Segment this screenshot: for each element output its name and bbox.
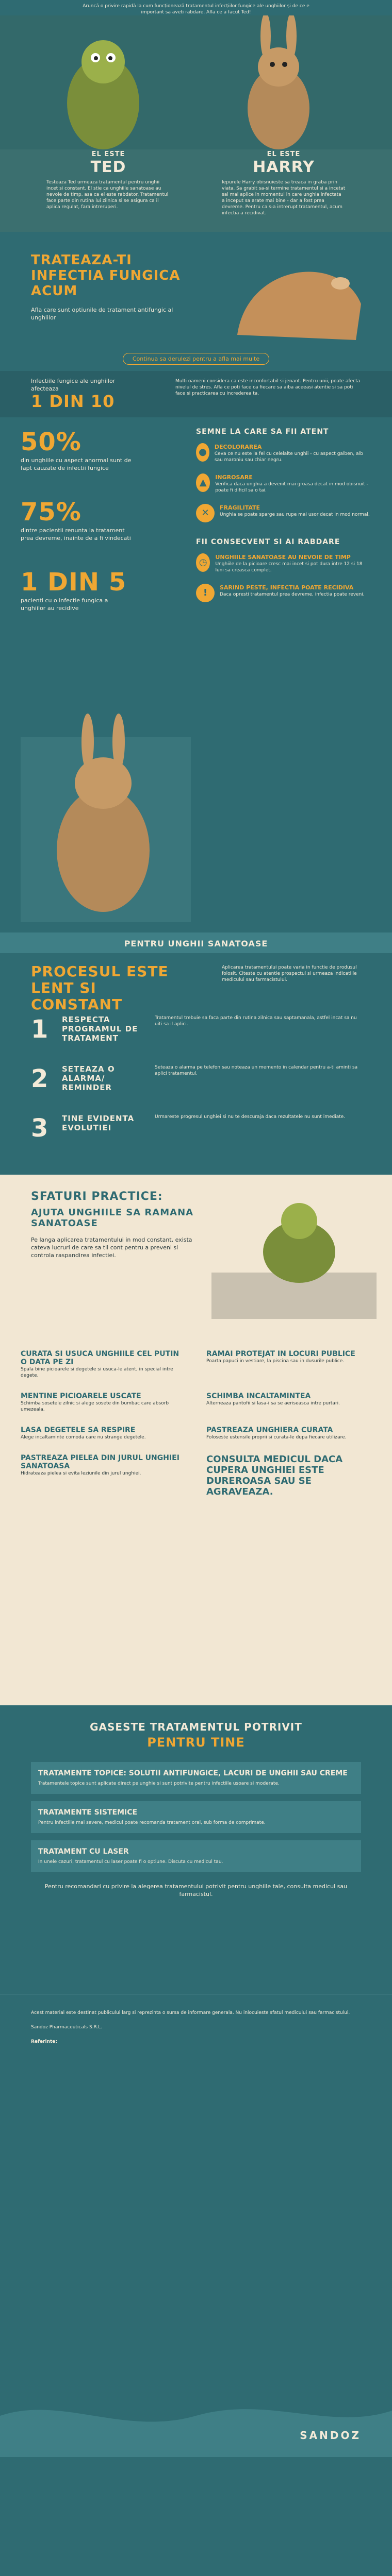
ted-title1: EL ESTE — [91, 150, 125, 158]
discoloration-icon: ● — [196, 443, 209, 462]
sign-title: DECOLORAREA — [214, 444, 262, 450]
tip-card — [21, 1350, 186, 1379]
tip-title: PASTREAZA PIELEA DIN JURUL UNGHIEI SANATOASA — [21, 1454, 179, 1470]
option-title: TRATAMENT CU LASER — [38, 1848, 129, 1856]
find-title1: GASESTE TRATAMENTUL POTRIVIT — [90, 1721, 302, 1733]
tip-title: LASA DEGETELE SA RESPIRE — [21, 1426, 136, 1434]
intro-banner — [0, 0, 392, 15]
step-desc: Urmareste progresul unghiei si nu te descuraja daca rezultatele nu sunt imediate. — [155, 1114, 346, 1120]
tip-desc: Alege incaltaminte comoda care nu strange degetele. — [21, 1435, 146, 1440]
option-card — [31, 1801, 361, 1833]
tip-card — [206, 1392, 371, 1413]
consec-item — [196, 584, 371, 602]
thickening-icon: ▲ — [196, 473, 210, 492]
harry-card — [222, 150, 346, 216]
sign-item — [196, 443, 371, 463]
signs-title: SEMNE LA CARE SA FII ATENT — [196, 428, 329, 436]
process-band — [0, 933, 392, 953]
tips-grid — [0, 1345, 392, 1705]
stat4-block — [21, 568, 175, 612]
tip-desc: Alterneaza pantofii si lasa-i sa se aeriseasca intre purtari. — [206, 1401, 340, 1406]
option-title: TRATAMENTE TOPICE: SOLUTII ANTIFUNGICE, LACURI DE UNGHII SAU CREME — [38, 1769, 348, 1777]
tip-card — [206, 1454, 371, 1497]
tip-title: SCHIMBA INCALTAMINTEA — [206, 1392, 311, 1400]
stat3-value: 75% — [21, 498, 81, 527]
tip-card — [21, 1392, 186, 1413]
harry-desc: Iepurele Harry obisnuieste sa treaca in graba prin viata. Sa grabit sa-si termine tratamentul si a incetat sal mai aplice in momentul in care unghia infectata a inceput sa arate mai bine - dar a fost prea devreme. Pentru ca s-a intrerupt tratamentul, acum infectia a recidivat. — [222, 180, 346, 216]
consec-item — [196, 553, 371, 573]
turtle-bed-illustration — [211, 1190, 377, 1324]
sign-title: FRAGILITATE — [220, 504, 260, 511]
tip-title: MENTINE PICIOARELE USCATE — [21, 1392, 141, 1400]
consec-item-title: SARIND PESTE, INFECTIA POATE RECIDIVA — [220, 584, 354, 591]
process-step — [31, 1064, 366, 1093]
step-desc: Tratamentul trebuie sa faca parte din rutina zilnica sau saptamanala, astfel incat sa nu uiti sa il aplici. — [155, 1015, 357, 1027]
sign-item — [196, 473, 371, 494]
treat-title: TRATEAZA-TI INFECTIA FUNGICA ACUM — [31, 252, 181, 299]
stat1-value: 1 DIN 10 — [31, 392, 115, 411]
scroll-more-button[interactable]: Continua sa derulezi pentru a afla mai multe — [123, 353, 269, 365]
tip-desc: Foloseste ustensile proprii si curata-le dupa fiecare utilizare. — [206, 1435, 347, 1440]
tip-title: CURATA SI USUCA UNGHIILE CEL PUTIN O DATA PE ZI — [21, 1350, 179, 1366]
sign-desc: Verifica daca unghia a devenit mai groasa decat in mod obisnuit - poate fi dificil sa o tai. — [215, 482, 368, 493]
sign-item — [196, 504, 371, 522]
ted-card — [46, 150, 170, 210]
tip-title: RAMAI PROTEJAT IN LOCURI PUBLICE — [206, 1350, 355, 1358]
process-section — [0, 953, 392, 1175]
fragility-icon: ✕ — [196, 504, 215, 522]
waves-decoration — [0, 2354, 392, 2457]
footer — [0, 1994, 392, 2457]
characters-illustration — [0, 15, 392, 149]
harry-title1: EL ESTE — [267, 150, 301, 158]
ted-title2: TED — [90, 158, 126, 176]
option-desc: Pentru infectiile mai severe, medicul poate recomanda tratament oral, sub forma de comprimate. — [38, 1820, 266, 1825]
tip-desc: Spala bine picioarele si degetele si usuca-le atent, in special intre degete. — [21, 1367, 173, 1378]
tip-title: PASTREAZA UNGHIERA CURATA — [206, 1426, 333, 1434]
stat1-label: Infectiile fungice ale unghiilor afecteaza — [31, 378, 116, 392]
tip-card — [21, 1426, 186, 1440]
find-title2: PENTRU TINE — [147, 1735, 245, 1750]
process-sub: Aplicarea tratamentului poate varia in functie de produsul folosit. Citeste cu atentie prospectul si urmeaza indicatiile medicului sau farmacistului. — [222, 965, 357, 982]
footer-refs: Referinte: — [31, 2039, 57, 2044]
tip-title: CONSULTA MEDICUL DACA CUPERA UNGHIEI ESTE DUREROASA SAU SE AGRAVEAZA. — [206, 1454, 343, 1497]
stat-one-section — [0, 371, 392, 417]
process-band-text: PENTRU UNGHII SANATOASE — [124, 939, 268, 948]
option-card — [31, 1840, 361, 1872]
tips-title2: AJUTA UNGHIILE SA RAMANA SANATOASE — [31, 1207, 194, 1229]
step-title: RESPECTA PROGRAMUL DE TRATAMENT — [62, 1015, 138, 1043]
ted-desc: Testeaza Ted urmeaza tratamentul pentru unghii incet si constant. El stie ca unghiile sanatoase au nevoie de timp, asa ca el este rabdator. Tratamentul face parte din rutina lui zilnica si se asigura ca il aplica regulat, fara intreruperi. — [46, 180, 169, 210]
consec-title: FII CONSECVENT SI AI RABDARE — [196, 538, 340, 546]
sign-desc: Unghia se poate sparge sau rupe mai usor decat in mod normal. — [220, 512, 370, 517]
tip-desc: Schimba sosetele zilnic si alege sosete din bumbac care absorb umezeala. — [21, 1401, 169, 1412]
stat2-block — [21, 428, 175, 472]
option-title: TRATAMENTE SISTEMICE — [38, 1808, 138, 1817]
treat-section — [0, 232, 392, 371]
step-number: 3 — [31, 1114, 49, 1143]
process-step — [31, 1015, 366, 1044]
step-title: SETEAZA O ALARMA/ REMINDER — [62, 1064, 115, 1092]
stat2-text: din unghiile cu aspect anormal sunt de fapt cauzate de infectii fungice — [21, 457, 132, 471]
option-desc: In unele cazuri, tratamentul cu laser poate fi o optiune. Discuta cu medicul tau. — [38, 1859, 223, 1865]
characters-section — [0, 15, 392, 232]
option-card — [31, 1762, 361, 1794]
tip-card — [206, 1350, 371, 1379]
rabbit-scene — [0, 706, 392, 933]
tip-card — [206, 1426, 371, 1440]
consec-item-title: UNGHIILE SANATOASE AU NEVOIE DE TIMP — [215, 554, 351, 561]
tips-intro: Pe langa aplicarea tratamentului in mod constant, exista cateva lucruri de care sa tii cont pentru a preveni si controla raspandirea infectiei. — [31, 1236, 192, 1259]
stat3-text: dintre pacientii renunta la tratament prea devreme, inainte de a fi vindecati — [21, 527, 131, 541]
tip-desc: Poarta papuci in vestiare, la piscina sau in dusurile publice. — [206, 1359, 345, 1364]
option-desc: Tratamentele topice sunt aplicate direct pe unghie si sunt potrivite pentru infectiile usoare si moderate. — [38, 1781, 280, 1786]
rabbit-illustration — [0, 706, 392, 933]
step-number: 2 — [31, 1064, 49, 1093]
tips-header — [0, 1175, 392, 1345]
step-title: TINE EVIDENTA EVOLUTIEI — [62, 1114, 135, 1132]
sandoz-logo: SANDOZ — [300, 2429, 361, 2442]
stat3-block — [21, 498, 175, 542]
tip-desc: Hidrateaza pielea si evita leziunile din jurul unghiei. — [21, 1471, 141, 1476]
step-desc: Seteaza o alarma pe telefon sau noteaza un memento in calendar pentru a-ti aminti sa aplici tratamentul. — [155, 1065, 358, 1076]
sign-desc: Ceva ce nu este la fel cu celelalte unghii - cu aspect galben, alb sau maroniu sau chiar negru. — [214, 451, 363, 463]
find-cta: Pentru recomandari cu privire la alegerea tratamentului potrivit pentru unghiile tale, consulta medicul sau farmacistul. — [44, 1883, 348, 1897]
stat2-value: 50% — [21, 428, 81, 456]
tips-title1: SFATURI PRACTICE: — [31, 1190, 163, 1203]
find-section — [0, 1705, 392, 1994]
footer-company: Sandoz Pharmaceuticals S.R.L. — [31, 2025, 103, 2030]
stat1-text: Multi oameni considera ca este inconfortabil si jenant. Pentru unii, poate afecta nivelul de stres. Afla ce poti face ca fiecare sa aiba aceeasi atentie si sa poti face si practicarea cu increderea ta. — [175, 379, 361, 396]
signs-panel — [196, 428, 371, 602]
process-title: PROCESUL ESTE LENT SI CONSTANT — [31, 963, 169, 1013]
process-step — [31, 1114, 366, 1143]
consec-item-desc: Daca opresti tratamentul prea devreme, infectia poate reveni. — [220, 592, 365, 597]
sign-title: INGROSARE — [215, 474, 253, 481]
treat-sub: Afla care sunt optiunile de tratament antifungic al unghiilor — [31, 307, 173, 321]
harry-title2: HARRY — [253, 158, 315, 176]
calendar-icon: ◷ — [196, 553, 210, 572]
step-number: 1 — [31, 1015, 49, 1044]
stats-signs-section — [0, 417, 392, 706]
consec-item-desc: Unghiile de la picioare cresc mai incet si pot dura intre 12 si 18 luni sa creasca complet. — [215, 562, 363, 573]
ted-turtle-head — [81, 40, 125, 83]
footer-disclaimer: Acest material este destinat publicului larg si reprezinta o sursa de informare generala. Nu inlocuieste sfatul medicului sau farmacistului. — [31, 2010, 350, 2015]
tip-card — [21, 1454, 186, 1497]
foot-illustration — [217, 242, 371, 345]
stat4-text: pacienti cu o infectie fungica a unghiilor au recidive — [21, 597, 108, 612]
intro-text: Aruncă o privire rapidă la cum funcționează tratamentul infecțiilor fungice ale unghiilor și de ce e important sa aveti rabdare. Afla ce a facut Ted! — [83, 4, 309, 15]
warning-icon: ! — [196, 584, 215, 602]
stat4-value: 1 DIN 5 — [21, 568, 127, 597]
